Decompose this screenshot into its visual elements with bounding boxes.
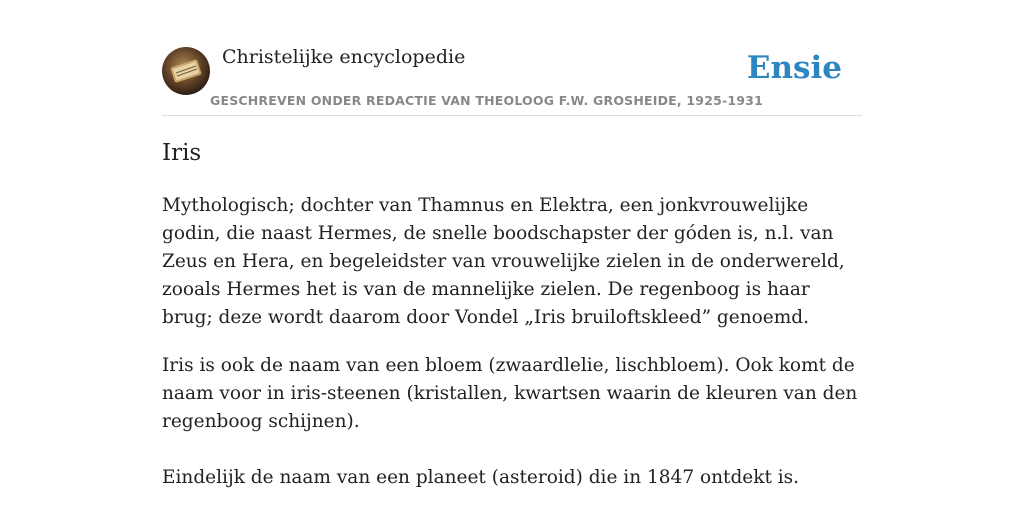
entry-paragraph-2: Iris is ook de naam van een bloem (zwaardlelie, lischbloem). Ook komt de naam voor in iris-steenen (kristallen, kwartsen waarin de kleuren van den regenboog schijnen). (162, 355, 858, 432)
entry-paragraph-3: Eindelijk de naam van een planeet (asteroid) die in 1847 ontdekt is. (162, 467, 800, 488)
site-header (162, 0, 862, 116)
entry-content (162, 192, 862, 512)
book-photo-avatar-icon[interactable] (162, 47, 210, 95)
entry-title: Iris (162, 140, 202, 166)
ensie-logo[interactable]: Ensie (746, 50, 842, 86)
site-subtitle: GESCHREVEN ONDER REDACTIE VAN THEOLOOG F.W. GROSHEIDE, 1925-1931 (210, 93, 763, 108)
entry-paragraph-1: Mythologisch; dochter van Thamnus en Elektra, een jonkvrouwelijke godin, die naast Hermes, de snelle boodschapster der góden is, n.l. van Zeus en Hera, en begeleidster van vrouwelijke zielen in de onderwereld, zooals Hermes het is van de mannelijke zielen. De regenboog is haar brug; deze wordt daarom door Vondel „Iris bruiloftskleed” genoemd. (162, 195, 845, 328)
site-title[interactable]: Christelijke encyclopedie (222, 46, 466, 68)
page (162, 0, 862, 488)
